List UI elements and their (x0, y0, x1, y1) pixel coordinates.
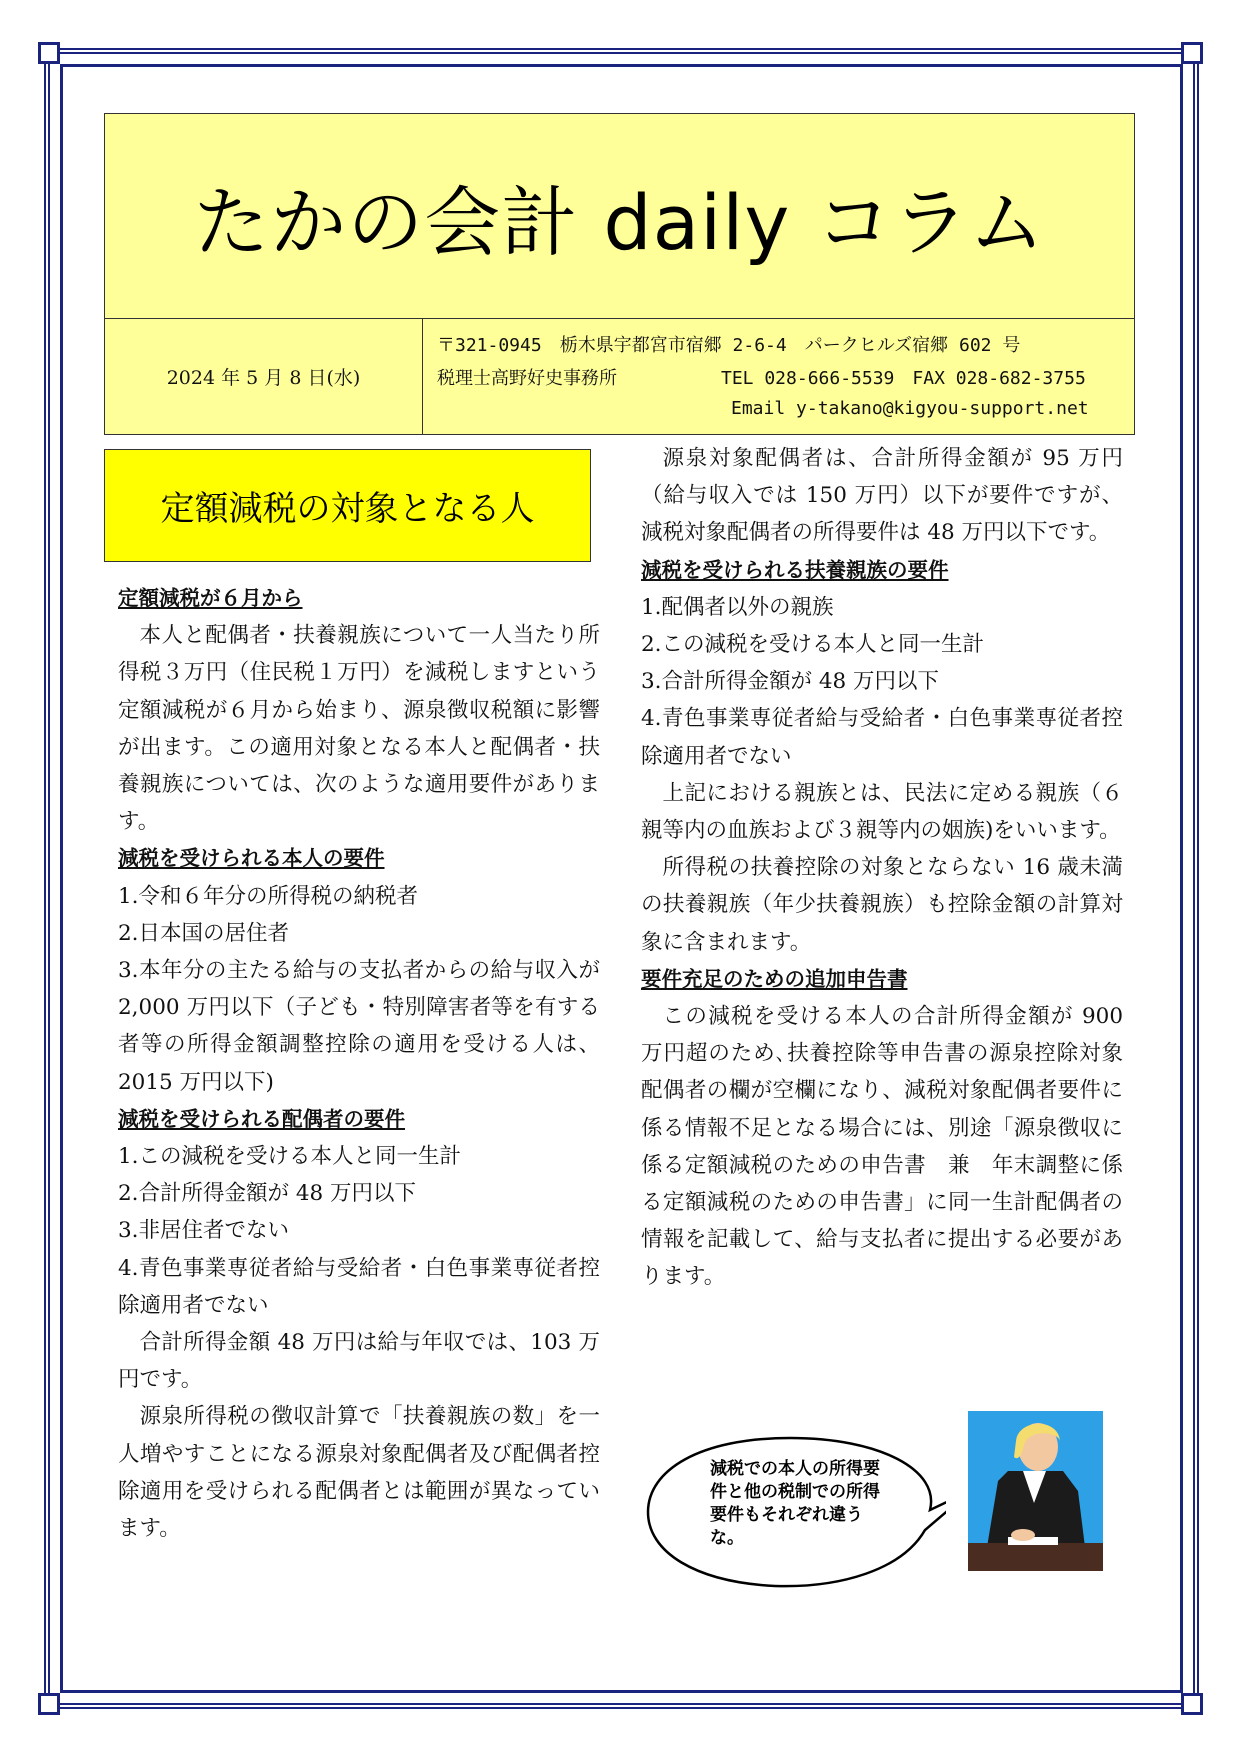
list-item: 1.この減税を受ける本人と同一生計 (118, 1144, 462, 1170)
paragraph: 所得税の扶養控除の対象とならない 16 歳未満の扶養親族（年少扶養親族）も控除金額の計算対象に含まれます。 (641, 855, 1123, 955)
section-heading: 減税を受けられる配偶者の要件 (118, 1106, 405, 1131)
list-item: 3.本年分の主たる給与の支払者からの給与収入が 2,000 万円以下（子ども・特別障害者等を有する者等の所得金額調整控除の適用を受ける人は、2015 万円以下) (118, 958, 600, 1095)
section-heading: 要件充足のための追加申告書 (641, 966, 908, 991)
section-heading: 定額減税が６月から (118, 586, 303, 610)
list-item: 3.非居住者でない (118, 1218, 290, 1244)
border-corner (1181, 42, 1203, 64)
paragraph: この減税を受ける本人の合計所得金額が 900 万円超のため､扶養控除等申告書の源泉控除対象配偶者の欄が空欄になり、減税対象配偶者要件に係る情報不足となる場合には、別途「源泉徴収に係る定額減税のための申告書 兼 年末調整に係る定額減税のための申告書」に同一生計配偶者の情報を記載して、給与支払者に提出する必要があります。 (641, 1004, 1123, 1290)
section-heading: 減税を受けられる扶養親族の要件 (641, 557, 949, 582)
newsletter-title: たかの会計 daily コラム (105, 114, 1134, 319)
masthead (104, 113, 1135, 435)
paragraph: 合計所得金額 48 万円は給与年収では、103 万円です。 (118, 1330, 600, 1393)
article-column-right (641, 440, 1123, 1296)
list-item: 4.青色事業専従者給与受給者・白色事業専従者控除適用者でない (118, 1255, 600, 1318)
address: 〒321-0945 栃木県宇都宮市宿郷 2-6-4 パークヒルズ宿郷 602 号 (437, 335, 1021, 356)
paragraph: 源泉対象配偶者は、合計所得金額が 95 万円（給与収入では 150 万円）以下が要件ですが、減税対象配偶者の所得要件は 48 万円以下です。 (641, 446, 1123, 546)
article-column-left (118, 580, 600, 1547)
issue-date: 2024 年 5 月 8 日(水) (105, 319, 423, 434)
list-item: 2.この減税を受ける本人と同一生計 (641, 632, 985, 658)
email[interactable]: Email y-takano@kigyou-support.net (731, 398, 1089, 419)
section-heading: 減税を受けられる本人の要件 (118, 846, 385, 871)
list-item: 3.合計所得金額が 48 万円以下 (641, 669, 940, 695)
contact-block (423, 319, 1134, 434)
speech-bubble (640, 1430, 946, 1600)
list-item: 4.青色事業専従者給与受給者・白色事業専従者控除適用者でない (641, 706, 1123, 769)
paragraph: 本人と配偶者・扶養親族について一人当たり所得税３万円（住民税１万円）を減税しますという定額減税が６月から始まり、源泉徴収税額に影響が出ます。この適用対象となる本人と配偶者・扶養親族については、次のような適用要件があります。 (118, 623, 600, 835)
paragraph: 源泉所得税の徴収計算で「扶養親族の数」を一人増やすことになる源泉対象配偶者及び配偶者控除適用を受けられる配偶者とは範囲が異なっています。 (118, 1404, 600, 1542)
border-corner (38, 1693, 60, 1715)
list-item: 1.配偶者以外の親族 (641, 594, 834, 620)
border-corner (38, 42, 60, 64)
speech-bubble-text: 減税での本人の所得要件と他の税制での所得要件もそれぞれ違うな。 (710, 1459, 880, 1548)
article-headline: 定額減税の対象となる人 (104, 449, 591, 562)
list-item: 1.令和６年分の所得税の納税者 (118, 883, 419, 909)
border-corner (1181, 1693, 1203, 1715)
tel-fax: TEL 028-666-5539 FAX 028-682-3755 (721, 368, 1086, 389)
businessperson-illustration (968, 1411, 1103, 1571)
office-name: 税理士高野好史事務所 (437, 368, 617, 389)
list-item: 2.日本国の居住者 (118, 920, 290, 946)
paragraph: 上記における親族とは、民法に定める親族（６親等内の血族および３親等内の姻族)をいいます。 (641, 780, 1123, 844)
list-item: 2.合計所得金額が 48 万円以下 (118, 1181, 417, 1207)
